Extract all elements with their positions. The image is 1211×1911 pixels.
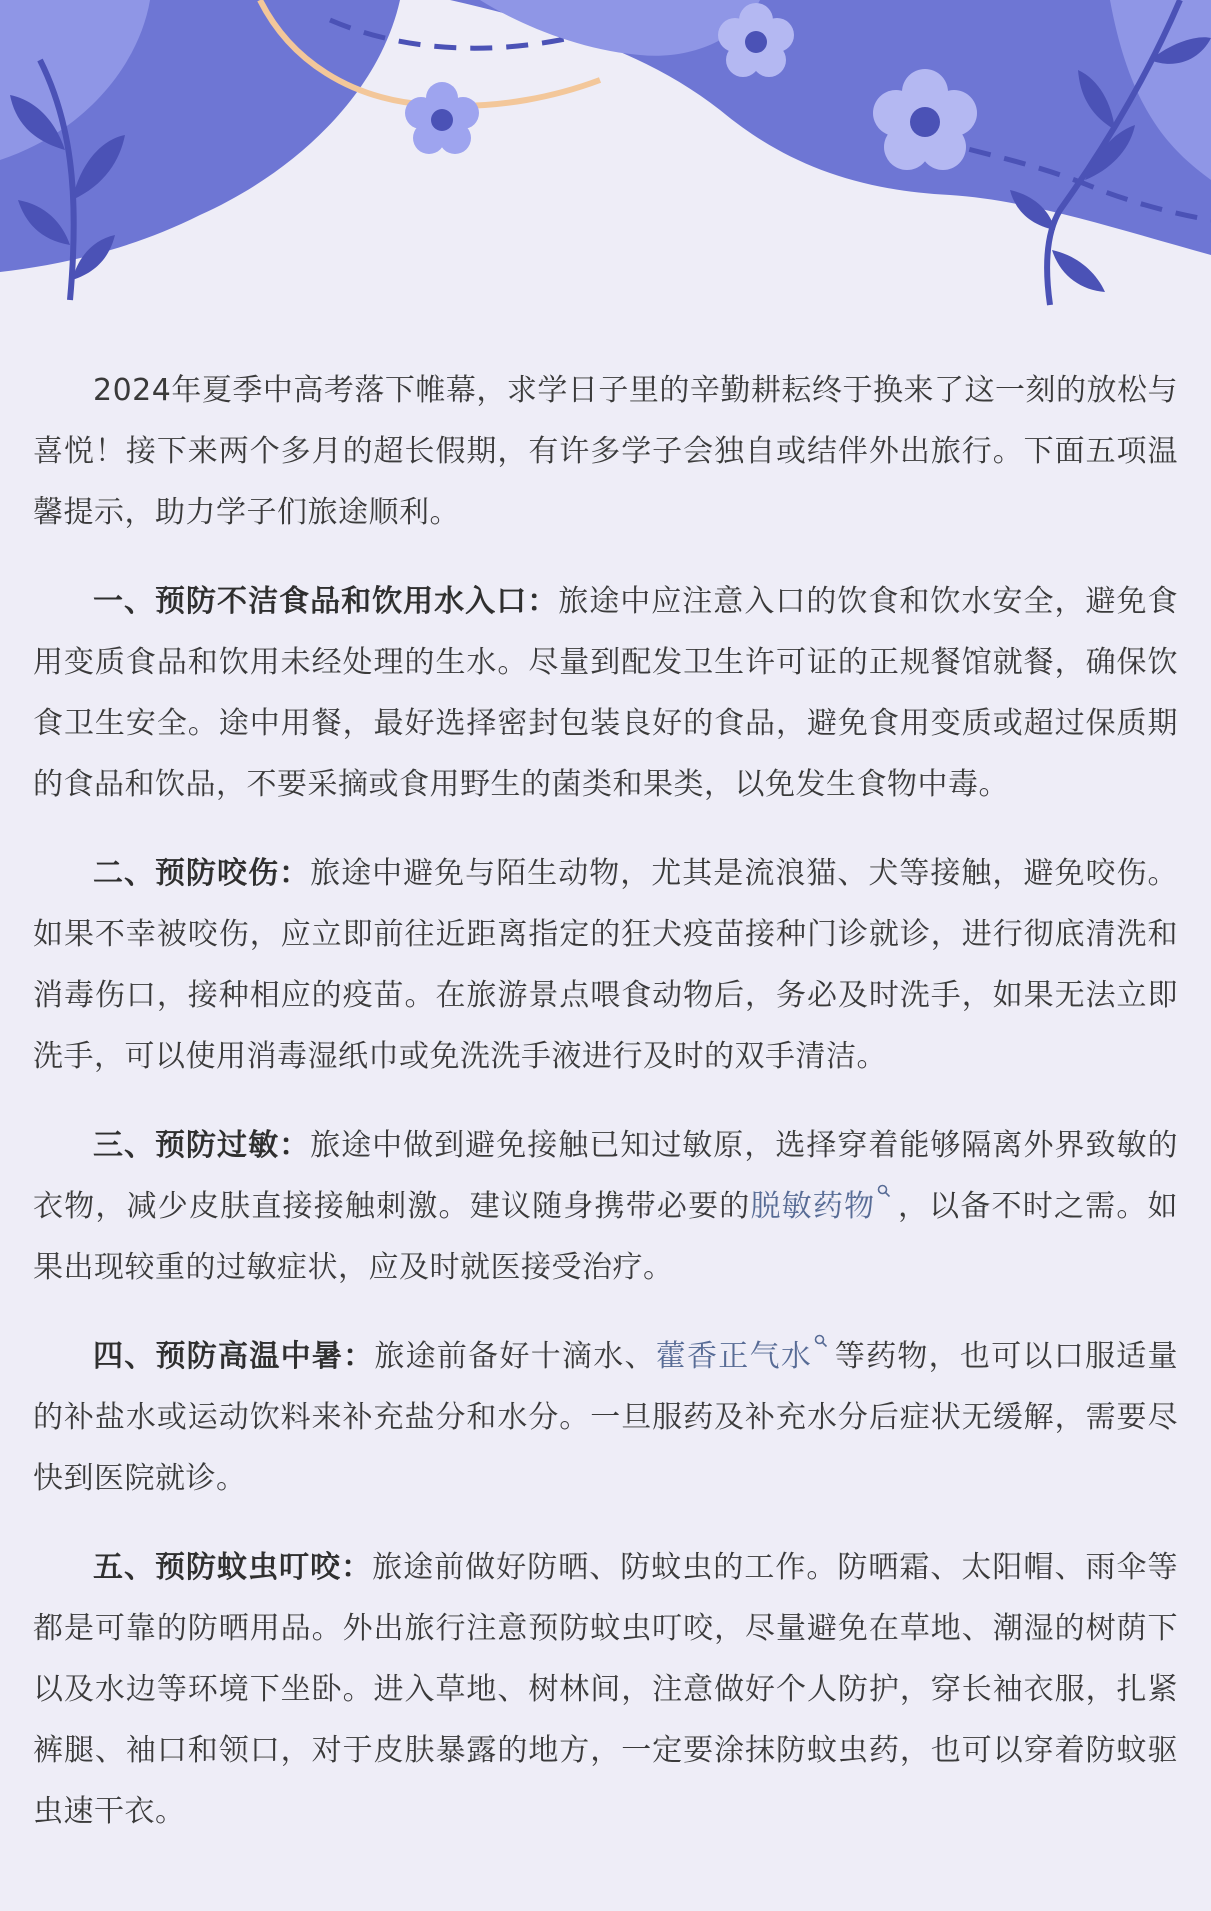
section-bites xyxy=(33,843,1178,1087)
section-text: 旅途前做好防晒、防蚊虫的工作。防晒霜、太阳帽、雨伞等都是可靠的防晒用品。外出旅行注意预防蚊虫叮咬，尽量避免在草地、潮湿的树荫下以及水边等环境下坐卧。进入草地、树林间，注意做好个人防护，穿长袖衣服，扎紧裤腿、袖口和领口，对于皮肤暴露的地方，一定要涂抹防蚊虫药，也可以穿着防蚊驱虫速干衣。 xyxy=(33,1550,1179,1829)
section-title: 四、预防高温中暑： xyxy=(93,1339,375,1374)
floral-header-illustration xyxy=(0,0,1211,320)
section-text-after: ，以备不时之需。如果出现较重的过敏症状，应及时就医接受治疗。 xyxy=(33,1189,1179,1285)
section-title: 一、预防不洁食品和饮用水入口： xyxy=(93,584,559,619)
section-heatstroke xyxy=(33,1326,1178,1509)
search-icon[interactable] xyxy=(814,1334,828,1348)
section-food-water xyxy=(33,571,1178,815)
huoxiang-zhengqi-link[interactable]: 藿香正气水 xyxy=(655,1339,813,1374)
desensitization-drug-link[interactable]: 脱敏药物 xyxy=(750,1189,876,1224)
article-body xyxy=(33,360,1178,1870)
section-text: 旅途中应注意入口的饮食和饮水安全，避免食用变质食品和饮用未经处理的生水。尽量到配发卫生许可证的正规餐馆就餐，确保饮食卫生安全。途中用餐，最好选择密封包装良好的食品，避免食用变质或超过保质期的食品和饮品，不要采摘或食用野生的菌类和果类，以免发生食物中毒。 xyxy=(33,584,1179,802)
section-text: 旅途中做到避免接触已知过敏原，选择穿着能够隔离外界致敏的衣物，减少皮肤直接接触刺激。建议随身携带必要的 xyxy=(33,1128,1179,1224)
section-text: 旅途前备好十滴水、 xyxy=(374,1339,656,1374)
section-text-after: 等药物，也可以口服适量的补盐水或运动饮料来补充盐分和水分。一旦服药及补充水分后症状无缓解，需要尽快到医院就诊。 xyxy=(33,1339,1179,1496)
intro-text: 2024年夏季中高考落下帷幕，求学日子里的辛勤耕耘终于换来了这一刻的放松与喜悦！接下来两个多月的超长假期，有许多学子会独自或结伴外出旅行。下面五项温馨提示，助力学子们旅途顺利。 xyxy=(33,373,1178,530)
section-allergy xyxy=(33,1115,1178,1298)
section-text: 旅途中避免与陌生动物，尤其是流浪猫、犬等接触，避免咬伤。如果不幸被咬伤，应立即前往近距离指定的狂犬疫苗接种门诊就诊，进行彻底清洗和消毒伤口，接种相应的疫苗。在旅游景点喂食动物后，务必及时洗手，如果无法立即洗手，可以使用消毒湿纸巾或免洗洗手液进行及时的双手清洁。 xyxy=(33,856,1179,1074)
section-title: 二、预防咬伤： xyxy=(93,856,311,891)
intro-paragraph xyxy=(33,360,1178,543)
flower-left xyxy=(405,82,479,154)
section-title: 三、预防过敏： xyxy=(93,1128,311,1163)
search-icon[interactable] xyxy=(877,1184,891,1198)
section-title: 五、预防蚊虫叮咬： xyxy=(93,1550,373,1585)
section-mosquito xyxy=(33,1537,1178,1842)
